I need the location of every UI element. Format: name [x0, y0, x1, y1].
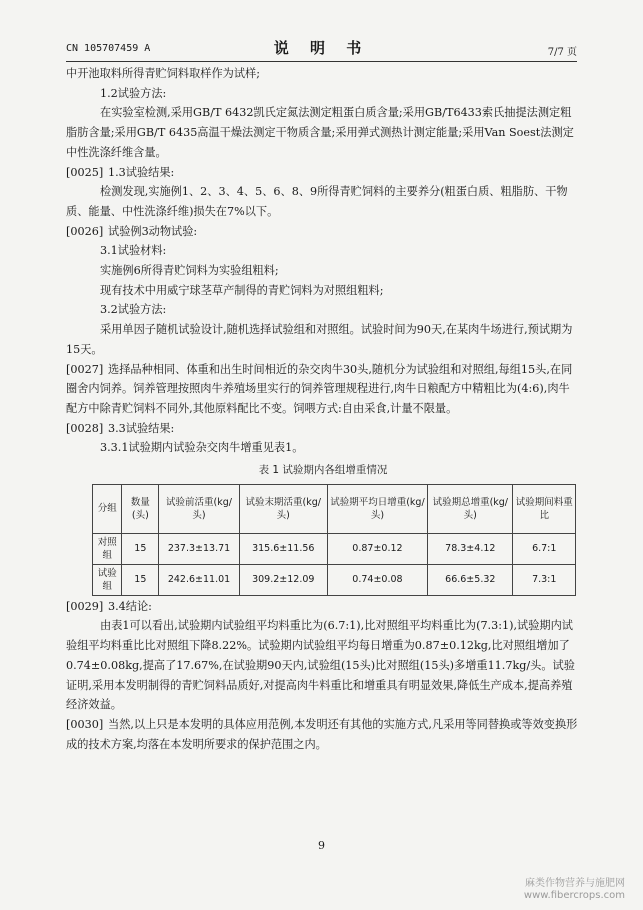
paragraph-text: 选择品种相同、体重和出生时间相近的杂交肉牛30头,随机分为试验组和对照组,每组15头,在同圈舍内饲养。饲养管理按照肉牛养殖场里实行的饲养管理规程进行,肉牛日粮配方中精粗比为(4:6),肉牛配方中除青贮饲料不同外,其他原料配比不变。饲喂方式:自由采食,计量不限量。: [66, 362, 573, 415]
document-title: 说 明 书: [273, 39, 370, 57]
paragraph-text: 3.1试验材料:: [100, 244, 167, 258]
paragraph: [66, 222, 580, 242]
paragraph: [66, 419, 580, 439]
paragraph-number: [0030]: [66, 717, 104, 731]
paragraph-group-2: [66, 597, 580, 755]
table-cell: 309.2±12.09: [239, 564, 327, 595]
page-header: [66, 37, 577, 59]
table-cell: 6.7:1: [513, 533, 576, 564]
page-indicator: 7/7 页: [547, 47, 577, 58]
paragraph: [66, 103, 580, 162]
paragraph-text: 在实验室检测,采用GB/T 6432凯氏定氮法测定粗蛋白质含量;采用GB/T6433索氏抽提法测定粗脂肪含量;采用GB/T 6435高温干燥法测定干物质含量;采用弹式测热计测定能量;采用Van Soest法测定中性洗涤纤维含量。: [66, 106, 574, 159]
table-cell: 0.87±0.12: [327, 533, 427, 564]
table-cell: 315.6±11.56: [239, 533, 327, 564]
paragraph: [66, 84, 580, 104]
table-body: [93, 533, 576, 595]
paragraph-text: 3.2试验方法:: [100, 303, 167, 317]
paragraph-number: [0027]: [66, 362, 104, 376]
table-cell: 试验组: [93, 564, 122, 595]
paragraph-text: 3.4结论:: [108, 599, 152, 613]
patent-number: CN 105707459 A: [66, 43, 151, 54]
paragraph: [66, 241, 580, 261]
paragraph: [66, 163, 580, 183]
paragraph-text: 中开池取料所得青贮饲料取样作为试样;: [66, 67, 260, 80]
table-cell: 0.74±0.08: [327, 564, 427, 595]
table-caption: 表 1 试验期内各组增重情况: [258, 464, 388, 477]
table-cell: 7.3:1: [513, 564, 576, 595]
paragraph-number: [0026]: [66, 224, 104, 238]
table-cell: 237.3±13.71: [159, 533, 240, 564]
table-cell: 15: [122, 533, 159, 564]
paragraph: [66, 182, 580, 221]
header-rule: [66, 61, 577, 62]
table-header-cell: 试验期总增重(kg/头): [428, 484, 513, 533]
paragraph: [66, 438, 580, 458]
table-cell: 66.6±5.32: [428, 564, 513, 595]
paragraph-text: 采用单因子随机试验设计,随机选择试验组和对照组。试验时间为90天,在某肉牛场进行,预试期为15天。: [66, 323, 573, 356]
watermark: [524, 878, 625, 902]
paragraph-text: 1.2试验方法:: [100, 86, 167, 100]
page-number: 9: [318, 839, 325, 852]
table-row: [93, 533, 576, 564]
paragraph: [66, 320, 580, 359]
paragraph: [66, 281, 580, 301]
table-cell: 对照组: [93, 533, 122, 564]
table-cell: 15: [122, 564, 159, 595]
table-row: [93, 564, 576, 595]
table-header-cell: 试验期间料重比: [513, 484, 576, 533]
paragraph-text: 实施例6所得青贮饲料为实验组粗料;: [100, 264, 279, 278]
paragraph: [66, 360, 580, 419]
paragraph-text: 由表1可以看出,试验期内试验组平均料重比为(6.7:1),比对照组平均料重比为(7.3:1),试验期内试验组平均料重比比对照组下降8.22%。试验期内试验组平均每日增重为0.87±0.12kg,比对照组增加了0.74±0.08kg,提高了17.67%,在试验期90天内,试验组(15头)比对照组(15头)多增重11.7kg/头。试验证明,采用本发明制得的青贮饲料品质好,对提高肉牛料重比和增重具有明显效果,降低生产成本,提高养殖经济效益。: [66, 619, 575, 712]
paragraph: [66, 64, 580, 84]
weight-gain-table: [92, 484, 576, 596]
paragraph: [66, 715, 580, 754]
paragraph-group-1: [66, 64, 580, 458]
table-cell: 78.3±4.12: [428, 533, 513, 564]
paragraph: [66, 597, 580, 617]
table-header-cell: 试验期平均日增重(kg/头): [327, 484, 427, 533]
table-header-cell: 试验末期活重(kg/头): [239, 484, 327, 533]
paragraph-text: 3.3试验结果:: [108, 421, 175, 435]
paragraph-text: 检测发现,实施例1、2、3、4、5、6、8、9所得青贮饲料的主要养分(粗蛋白质、粗脂肪、干物质、能量、中性洗涤纤维)损失在7%以下。: [66, 185, 568, 218]
paragraph: [66, 261, 580, 281]
paragraph-number: [0029]: [66, 599, 104, 613]
paragraph: [66, 300, 580, 320]
table-header-cell: 数量(头): [122, 484, 159, 533]
watermark-line-2: www.fibercrops.com: [523, 890, 625, 901]
table-header-row: [93, 484, 576, 533]
table-header-cell: 分组: [93, 484, 122, 533]
table-header-cell: 试验前活重(kg/头): [159, 484, 240, 533]
paragraph-text: 试验例3动物试验:: [108, 224, 198, 238]
watermark-line-1: 麻类作物营养与施肥网: [525, 878, 625, 889]
paragraph-text: 3.3.1试验期内试验杂交肉牛增重见表1。: [100, 441, 304, 455]
paragraph-number: [0025]: [66, 165, 104, 179]
paragraph-text: 当然,以上只是本发明的具体应用范例,本发明还有其他的实施方式,凡采用等同替换或等效变换形成的技术方案,均落在本发明所要求的保护范围之内。: [66, 717, 578, 751]
paragraph: [66, 616, 580, 715]
table-cell: 242.6±11.01: [159, 564, 240, 595]
document-body: [66, 64, 580, 754]
paragraph-text: 1.3试验结果:: [108, 165, 175, 179]
paragraph-text: 现有技术中用威宁球茎草产制得的青贮饲料为对照组粗料;: [100, 283, 384, 297]
paragraph-number: [0028]: [66, 421, 104, 435]
